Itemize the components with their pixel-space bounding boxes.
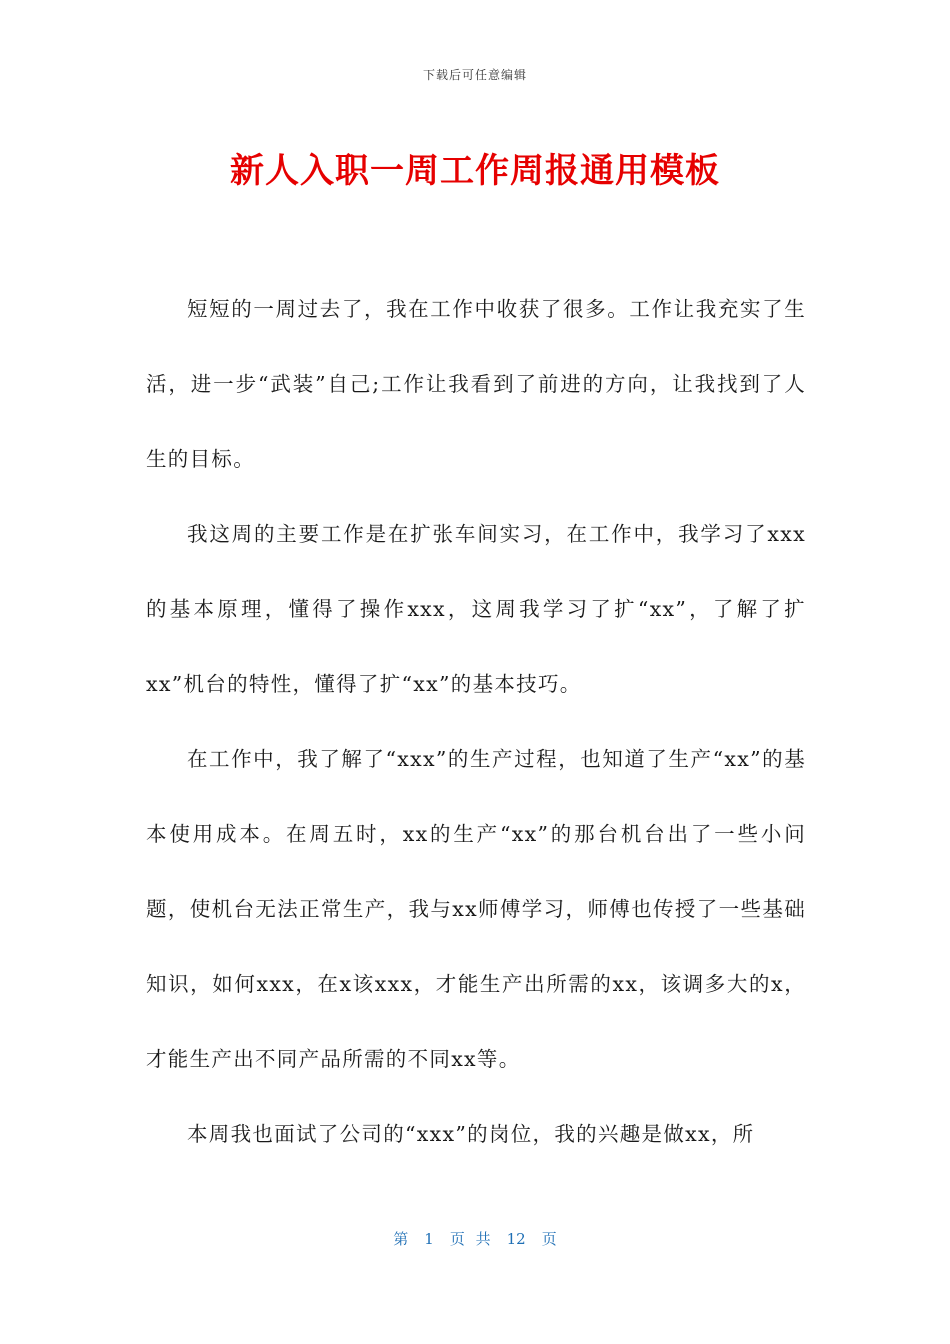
document-body <box>146 272 806 1172</box>
page-title: 新人入职一周工作周报通用模板 <box>230 151 720 191</box>
header-note: 下载后可任意编辑 <box>422 68 527 82</box>
current-page-number: 1 <box>424 1230 434 1248</box>
page-footer <box>0 1228 950 1249</box>
paragraph-4: 本周我也面试了公司的“xxx”的岗位，我的兴趣是做xx，所 <box>187 1122 755 1146</box>
paragraph-3: 在工作中，我了解了“xxx”的生产过程，也知道了生产“xx”的基本使用成本。在周五时，xx的生产“xx”的那台机台出了一些小问题，使机台无法正常生产，我与xx师傅学习，师傅也传授了一些基础知识，如何xxx，在x该xxx，才能生产出所需的xx，该调多大的x，才能生产出不同产品所需的不同xx等。 <box>146 747 806 1071</box>
total-pages-number: 12 <box>506 1230 526 1248</box>
paragraph-2: 我这周的主要工作是在扩张车间实习，在工作中，我学习了xxx的基本原理，懂得了操作xxx，这周我学习了扩“xx”，了解了扩xx”机台的特性，懂得了扩“xx”的基本技巧。 <box>146 522 806 696</box>
page-label-prefix: 第 <box>393 1230 409 1248</box>
paragraph-1: 短短的一周过去了，我在工作中收获了很多。工作让我充实了生活，进一步“武装”自己;工作让我看到了前进的方向，让我找到了人生的目标。 <box>146 297 806 471</box>
page-label-suffix: 页 <box>541 1230 557 1248</box>
page-label-middle: 页 共 <box>449 1230 491 1248</box>
